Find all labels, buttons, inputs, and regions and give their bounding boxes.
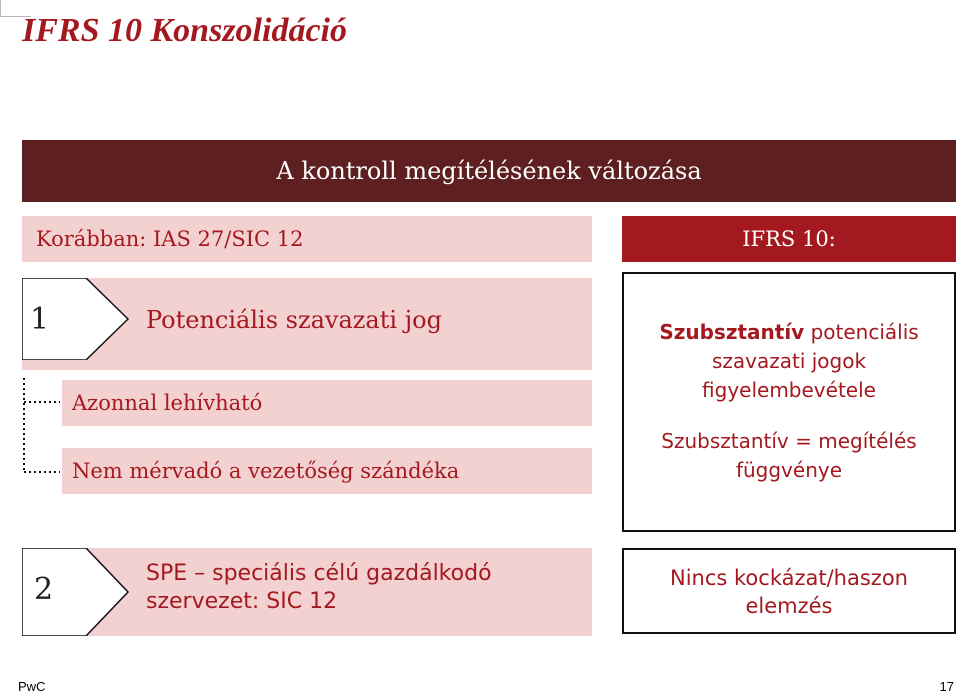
section1-right-box: [622, 272, 956, 532]
section2-right-line1: Nincs kockázat/haszon: [670, 566, 908, 590]
right-line4: Szubsztantív = megítélés: [661, 429, 917, 453]
right-line3: figyelembevétele: [702, 378, 876, 402]
section1-subitem: [62, 448, 592, 494]
left-header-text: Korábban: IAS 27/SIC 12: [36, 227, 304, 251]
page-number: 17: [939, 679, 954, 694]
right-line5: függvénye: [735, 458, 843, 482]
right-header-text: IFRS 10:: [742, 227, 836, 251]
section1-subitem: [62, 380, 592, 426]
section1-label: Potenciális szavazati jog: [146, 306, 442, 334]
section2-right-line2: elemzés: [745, 594, 833, 618]
section2-label-line2: szervezet: SIC 12: [146, 589, 338, 614]
right-bold-word: Szubsztantív: [659, 320, 805, 344]
section2-label-line1: SPE – speciális célú gazdálkodó: [146, 561, 492, 586]
banner: [22, 140, 956, 202]
section2-label: [146, 560, 492, 616]
left-header: [22, 216, 592, 262]
right-line2: szavazati jogok: [711, 349, 867, 373]
section2-right-box: [622, 548, 956, 634]
right-header: [622, 216, 956, 262]
tree-connector: [22, 378, 62, 478]
page-title: IFRS 10 Konszolidáció: [22, 12, 347, 49]
right-line1-rest: potenciális: [804, 320, 919, 344]
section2-number: 2: [34, 572, 54, 607]
subitem-text: Azonnal lehívható: [72, 391, 263, 415]
section1-number: 1: [30, 302, 50, 337]
footer-brand: PwC: [18, 679, 46, 694]
banner-text: A kontroll megítélésének változása: [276, 157, 702, 185]
subitem-text: Nem mérvadó a vezetőség szándéka: [72, 459, 460, 483]
